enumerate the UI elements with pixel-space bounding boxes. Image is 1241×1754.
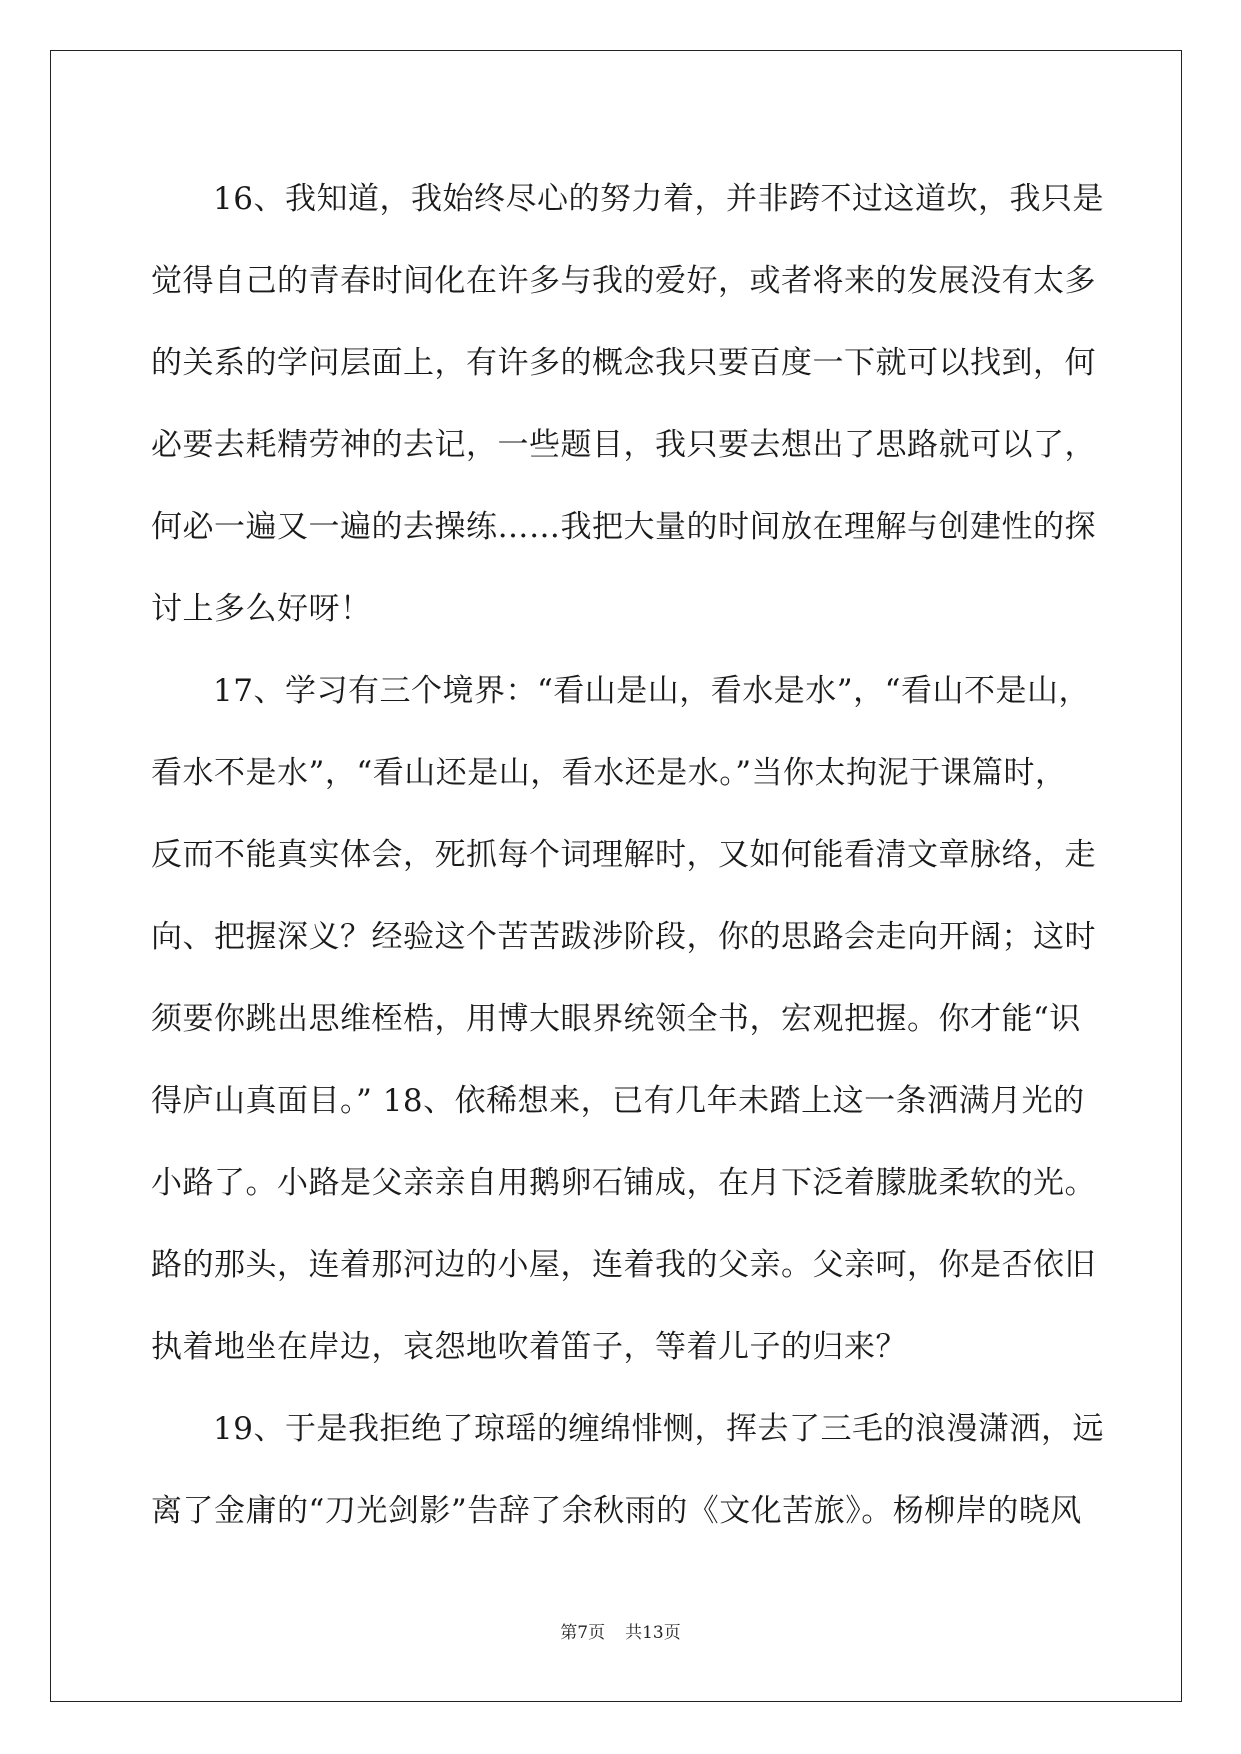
text-line: 何必一遍又一遍的去操练……我把大量的时间放在理解与创建性的探 bbox=[151, 509, 1096, 545]
document-body bbox=[151, 158, 1104, 1552]
text-line: 19、于是我拒绝了琼瑶的缠绵悱恻，挥去了三毛的浪漫潇洒，远 bbox=[213, 1411, 1104, 1447]
text-line: 路的那头，连着那河边的小屋，连着我的父亲。父亲呵，你是否依旧 bbox=[151, 1247, 1096, 1283]
text-line: 的关系的学问层面上，有许多的概念我只要百度一下就可以找到，何 bbox=[151, 345, 1096, 381]
text-line: 小路了。小路是父亲亲自用鹅卵石铺成，在月下泛着朦胧柔软的光。 bbox=[151, 1165, 1096, 1201]
page-number bbox=[0, 1618, 1241, 1643]
current-page-label: 第7页 bbox=[560, 1623, 606, 1643]
text-line: 17、学习有三个境界：“看山是山，看水是水”，“看山不是山， bbox=[213, 673, 1090, 709]
text-line: 须要你跳出思维桎梏，用博大眼界统领全书，宏观把握。你才能“识 bbox=[151, 1001, 1081, 1037]
text-line: 执着地坐在岸边，哀怨地吹着笛子，等着儿子的归来？ bbox=[151, 1329, 907, 1365]
text-line: 得庐山真面目。” 18、依稀想来，已有几年未踏上这一条洒满月光的 bbox=[151, 1083, 1085, 1119]
text-line: 反而不能真实体会，死抓每个词理解时，又如何能看清文章脉络，走 bbox=[151, 837, 1096, 873]
text-line: 16、我知道，我始终尽心的努力着，并非跨不过这道坎，我只是 bbox=[213, 181, 1104, 217]
text-line: 讨上多么好呀！ bbox=[151, 591, 372, 627]
text-line: 看水不是水”，“看山还是山，看水还是水。”当你太拘泥于课篇时， bbox=[151, 755, 1067, 791]
text-line: 离了金庸的“刀光剑影”告辞了余秋雨的《文化苦旅》。杨柳岸的晓风 bbox=[151, 1493, 1082, 1529]
text-line: 向、把握深义？经验这个苦苦跋涉阶段，你的思路会走向开阔；这时 bbox=[151, 919, 1096, 955]
total-pages-label: 共13页 bbox=[625, 1623, 681, 1643]
text-line: 必要去耗精劳神的去记，一些题目，我只要去想出了思路就可以了， bbox=[151, 427, 1096, 463]
text-line: 觉得自己的青春时间化在许多与我的爱好，或者将来的发展没有太多 bbox=[151, 263, 1096, 299]
